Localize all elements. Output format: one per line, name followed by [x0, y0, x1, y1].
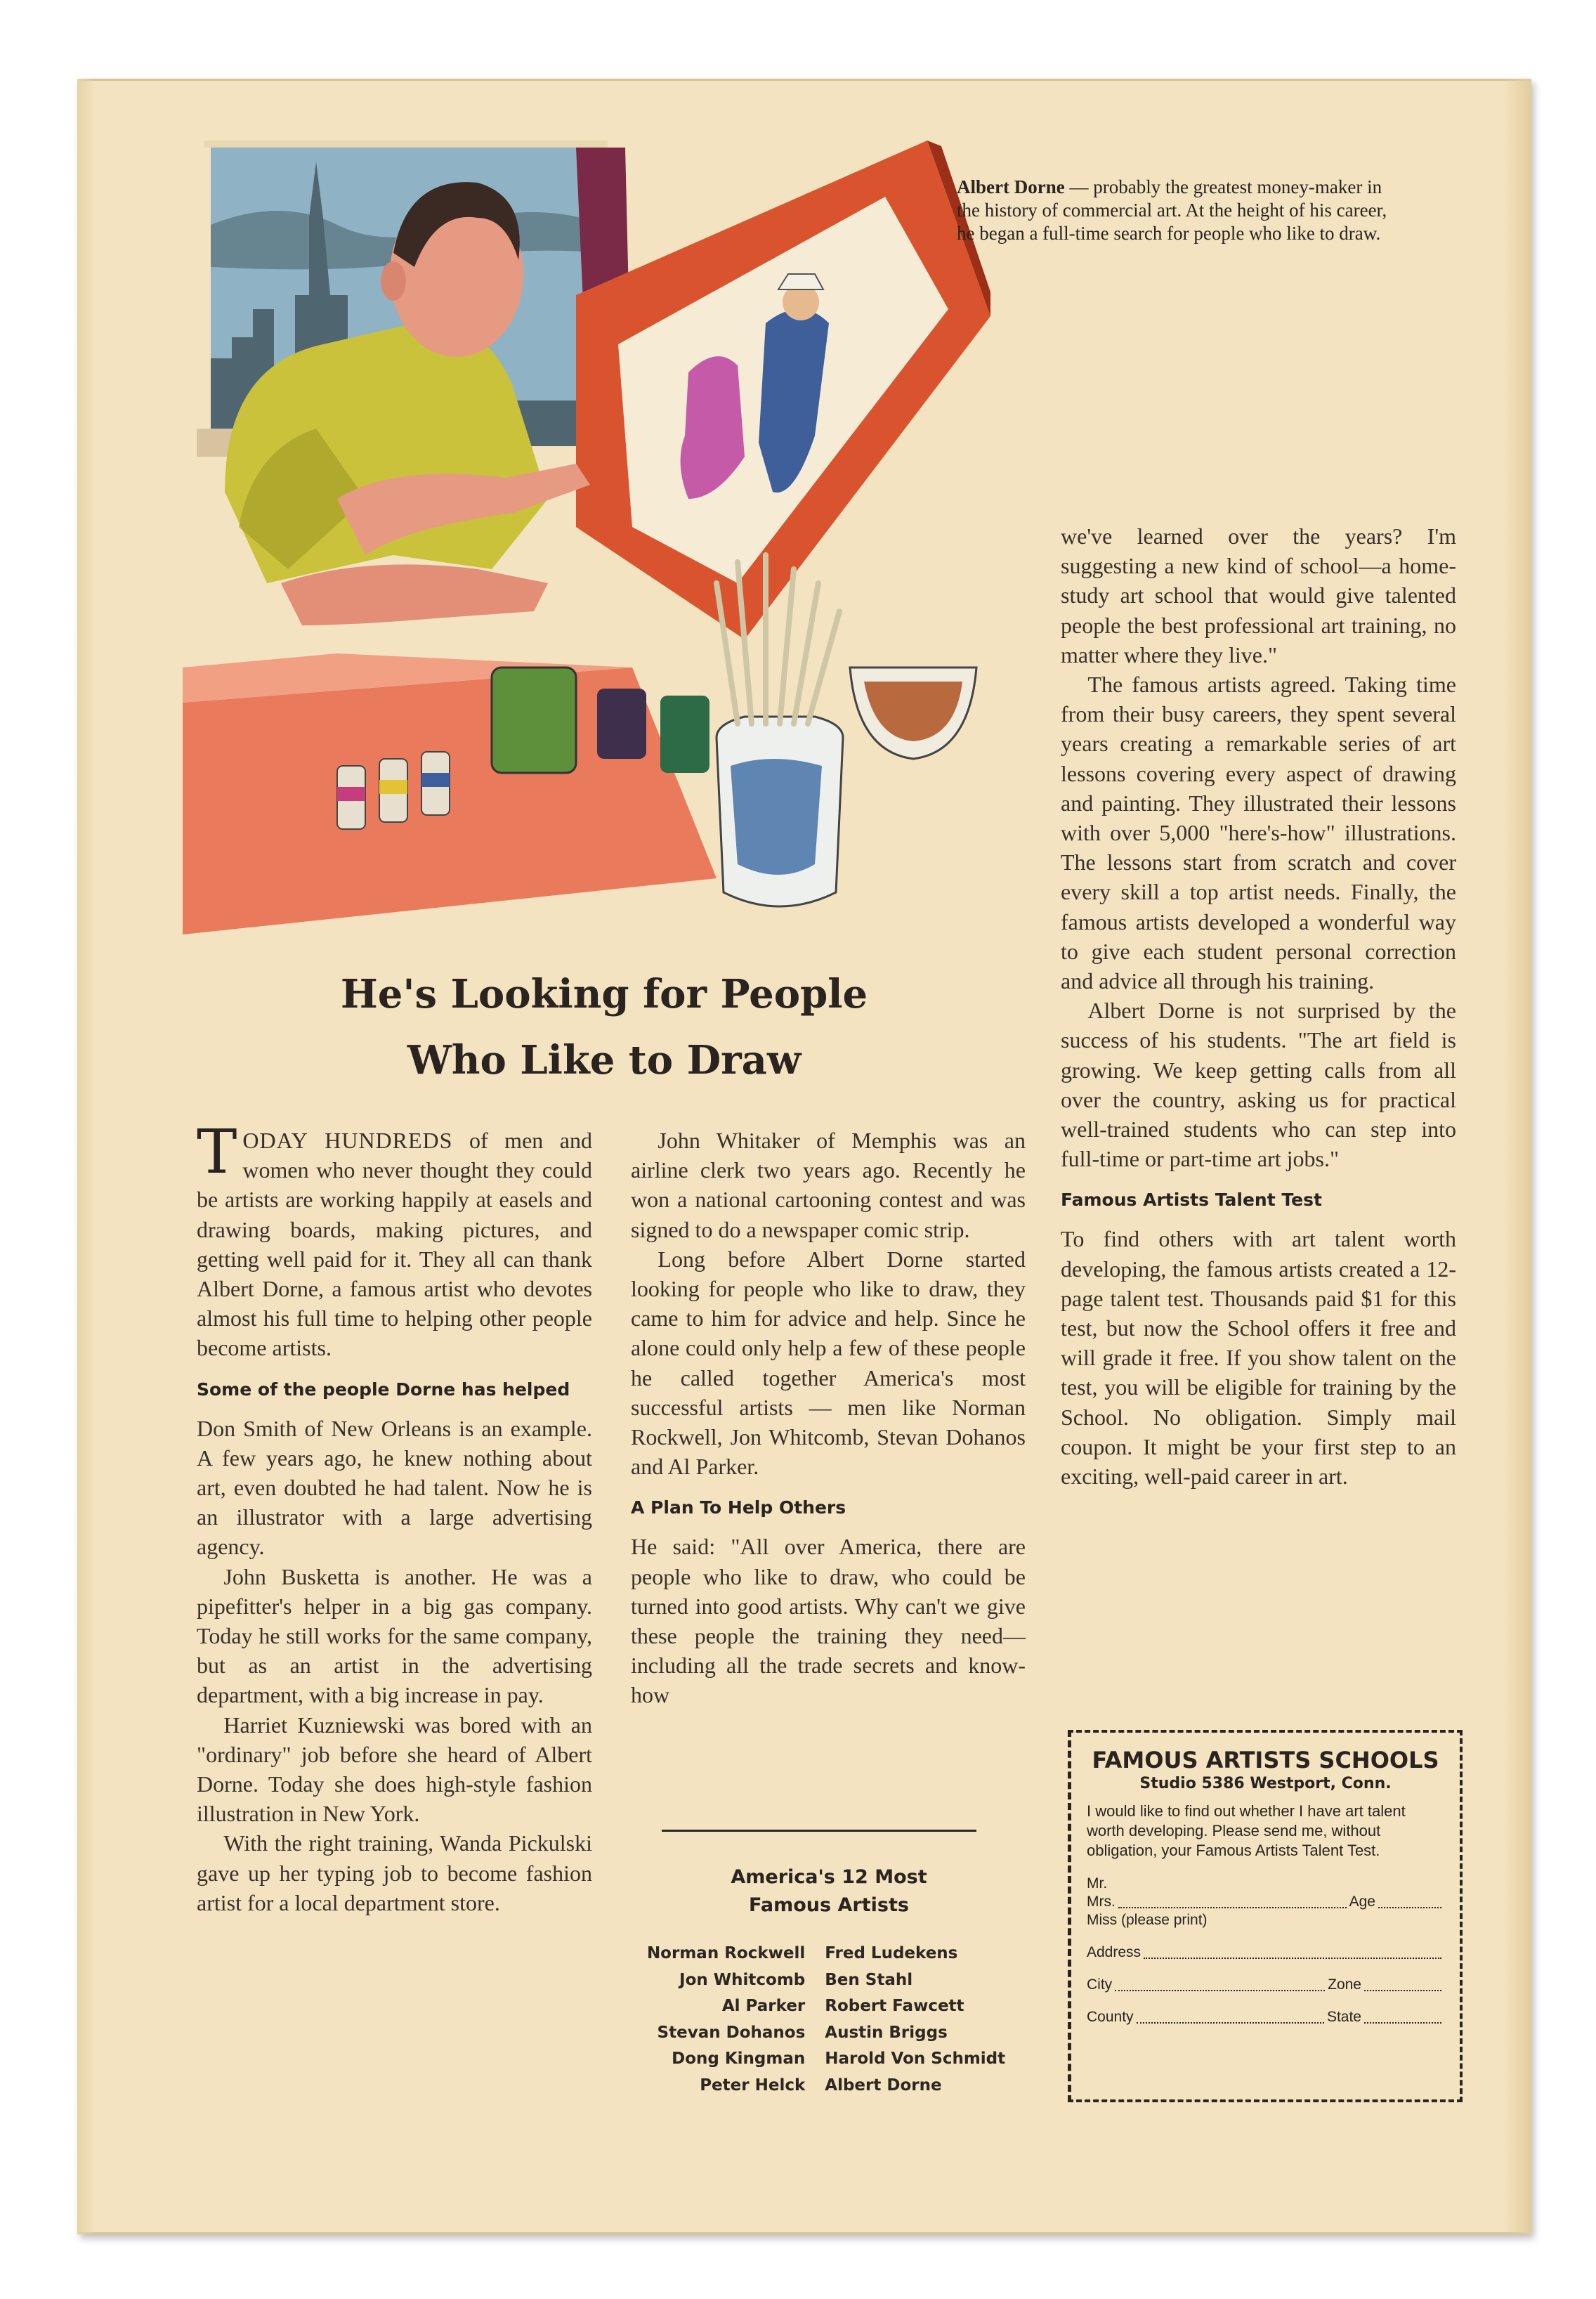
caption-name: Albert Dorne: [957, 176, 1065, 197]
subhead-people-helped: Some of the people Dorne has helped: [197, 1379, 570, 1400]
paragraph: With the right training, Wanda Pickulski gave up her typing job to become fashion artist for a local department store.: [197, 1830, 592, 1915]
paragraph: He said: "All over America, there are people who like to draw, who could be turned into good artists. Why can't we give these people the training they need—including all the trade secrets and know-how: [631, 1534, 1026, 1708]
paint-jar-2: [660, 696, 709, 773]
headline: [211, 961, 998, 1093]
list-item: [611, 2073, 1047, 2099]
paragraph: The famous artists agreed. Taking time from their busy careers, they spent several years creating a remarkable series of art lessons covering every aspect of drawing and painting. They illustrated their lessons with over 5,000 "here's-how" illustrations. The lessons start from scratch and cover every skill a top artist needs. Finally, the famous artists developed a wonderful way to give each student personal correction and advice all through his training.: [1061, 672, 1456, 994]
brush-jar-paint: [731, 759, 822, 875]
artists-heading-line-2: Famous Artists: [749, 1894, 909, 1916]
coupon-field-city[interactable]: [1087, 1976, 1444, 1994]
article-column-3: [1061, 521, 1456, 1491]
caption-text: — probably the greatest money-maker in the history of commercial art. At the height of his career, he began a full-time search for people who like to draw.: [957, 176, 1387, 244]
artist-name: Albert Dorne: [825, 2076, 942, 2095]
fill-line: [1364, 1990, 1441, 1991]
fill-line: [1364, 2022, 1441, 2024]
field-label-zone: Zone: [1328, 1976, 1361, 1993]
coupon-body: I would like to find out whether I have art talent worth developing. Please send me, without obligation, your Famous Artists Talent Test.: [1087, 1802, 1406, 1859]
coupon-field-miss[interactable]: [1087, 1911, 1444, 1929]
field-label-age: Age: [1349, 1894, 1375, 1910]
window-frame-top: [204, 141, 608, 148]
artist-name: Jon Whitcomb: [679, 1970, 806, 1989]
artist-lower-arm: [281, 564, 548, 625]
paragraph: we've learned over the years? I'm suggesting a new kind of school—a home-study art school that would give talented people the best professional art training, no matter where they live.": [1061, 523, 1456, 667]
paragraph-text: of men and women who never thought they could be artists are working happily at easels and drawing boards, making pictures, and getting well paid for it. They all can thank Albert Dorne, a famous artist who devotes almost his full time to helping other people become artists.: [197, 1128, 592, 1361]
artist-name: Stevan Dohanos: [657, 2023, 806, 2042]
field-label: Address: [1087, 1944, 1142, 1960]
artist-name: Austin Briggs: [825, 2023, 948, 2042]
field-label: Miss (please print): [1087, 1912, 1208, 1928]
artists-heading-line-1: America's 12 Most: [731, 1866, 927, 1888]
paragraph: Long before Albert Dorne started looking for people who like to draw, they came to him for advice and help. Since he alone could only help a few of these people he called together America's most successful artists — men like Norman Rockwell, Jon Whitcomb, Stevan Dohanos and Al Parker.: [631, 1246, 1026, 1480]
coupon-field-county[interactable]: [1087, 2008, 1444, 2026]
fill-line: [1118, 1907, 1347, 1908]
mail-in-coupon[interactable]: [1068, 1730, 1463, 2102]
field-label: County: [1087, 2009, 1134, 2025]
page-edge-shadow-left: [77, 79, 96, 2234]
artist-name: Norman Rockwell: [646, 1944, 806, 1962]
subhead-plan: A Plan To Help Others: [631, 1497, 846, 1518]
paragraph: Albert Dorne is not surprised by the success of his students. "The art field is growing. We keep getting calls from all over the country, asking us for practical well-trained students who can step into full-time or part-time art jobs.": [1061, 998, 1456, 1172]
drop-cap: T: [197, 1117, 237, 1187]
paragraph: Don Smith of New Orleans is an example. A few years ago, he knew nothing about art, even doubted he had talent. Now he is an illustrator with a large advertising agency.: [197, 1415, 592, 1560]
artist-name: Al Parker: [721, 1997, 806, 2015]
divider-rule: [662, 1830, 976, 1832]
artist-name: Ben Stahl: [825, 1970, 913, 1989]
artist-ear: [381, 261, 406, 301]
coupon-school-name: FAMOUS ARTISTS SCHOOLS: [1092, 1747, 1439, 1773]
artist-name: Dong Kingman: [672, 2050, 806, 2068]
page-edge-shadow-right: [1503, 79, 1531, 2234]
field-label: Mrs.: [1087, 1894, 1116, 1910]
paragraph: John Whitaker of Memphis was an airline clerk two years ago. Recently he won a national cartooning contest and was signed to do a newspaper comic strip.: [631, 1128, 1026, 1242]
paragraph: To find others with art talent worth developing, the famous artists created a 12-page talent test. Thousands paid $1 for this test, but now the School offers it free and will grade it free. If you show talent on the test, you will be eligible for training by the School. No obligation. Simply mail coupon. It might be your first step to an exciting, well-paid career in art.: [1061, 1226, 1456, 1490]
artists-list: [611, 1941, 1047, 2099]
artist-name: Fred Ludekens: [825, 1944, 958, 1962]
headline-line-2: Who Like to Draw: [407, 1037, 802, 1083]
coupon-field-mrs[interactable]: [1087, 1893, 1444, 1911]
subhead-talent-test: Famous Artists Talent Test: [1061, 1190, 1322, 1211]
list-item: [611, 1941, 1047, 1967]
article-column-2: [631, 1126, 1026, 1710]
fill-line: [1115, 1990, 1325, 1991]
fill-line: [1137, 2022, 1324, 2024]
field-label-state: State: [1326, 2009, 1361, 2025]
fill-line: [1144, 1958, 1441, 1959]
list-item: [611, 2020, 1047, 2047]
albert-dorne-illustration: [183, 133, 990, 942]
headline-line-1: He's Looking for People: [340, 971, 868, 1017]
paragraph: [197, 1117, 592, 1363]
coupon-field-address[interactable]: [1087, 1943, 1444, 1962]
coupon-studio-address: Studio 5386 Westport, Conn.: [1139, 1775, 1392, 1792]
artist-name: Harold Von Schmidt: [825, 2050, 1006, 2068]
artist-name: Peter Helck: [700, 2076, 806, 2095]
list-item: [611, 1993, 1047, 2020]
lead-in-smallcaps: ODAY HUNDREDS: [242, 1128, 453, 1153]
field-label: City: [1087, 1976, 1113, 1993]
paint-jar: [597, 689, 646, 759]
artist-name: Robert Fawcett: [825, 1997, 964, 2015]
paint-can: [492, 667, 576, 773]
fill-line: [1378, 1907, 1441, 1908]
list-item: [611, 1967, 1047, 1994]
article-column-1: [197, 1117, 592, 1917]
artists-heading: [618, 1863, 1040, 1920]
paragraph: Harriet Kuzniewski was bored with an "ordinary" job before she heard of Albert Dorne. Today she does high-style fashion illustration in New York.: [197, 1712, 592, 1827]
paragraph: John Busketta is another. He was a pipefitter's helper in a big gas company. Today he still works for the same company, but as an artist in the advertising department, with a big increase in pay.: [197, 1563, 592, 1708]
coupon-field-mr[interactable]: [1087, 1875, 1444, 1893]
caption: [957, 176, 1406, 245]
field-label: Mr.: [1087, 1875, 1108, 1891]
list-item: [611, 2046, 1047, 2073]
